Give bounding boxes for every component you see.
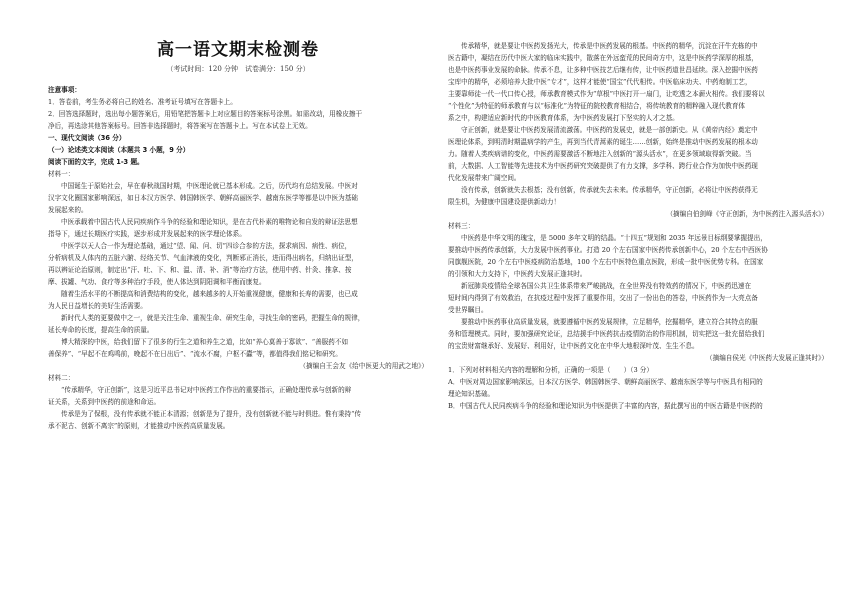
text-line: 博大精深的中医，给我们留下了很多的行生之道和养生之道，比如“养心莫善于寡欲”、“善服药不如 <box>61 338 349 346</box>
text-line: 中医学以天人合一作为理论基础，通过“望、闻、问、切”四诊合参的方法，探求病因、病性、病位， <box>61 242 352 250</box>
text-line: 汉字文化圈国家影响深远，如日本汉方医学、韩国韩医学、朝鲜高丽医学、越南东医学等都是以中医为基础 <box>48 194 358 202</box>
text-line: （摘编自王会友《给中医更大的用武之地》） <box>299 362 428 370</box>
text-line: 注意事项： <box>48 86 81 94</box>
text-line: 同旗舰医院，20 个左右中医疫病防治基地，100 个左右中医特色重点医院，形成一批中医优势专科。在国家 <box>448 258 764 266</box>
text-line: 务和管理模式。同时，要加强研究论证，总结援手中医药抗击疫情防治的作用机制，切实把这一批充留给我们 <box>448 330 765 338</box>
text-line: 发展起来的。 <box>48 206 88 214</box>
right-column-text <box>448 40 828 412</box>
text-line: 净后，再选涂其他答案标号。回答非选择题时，将答案写在答题卡上。写在本试卷上无效。 <box>48 122 312 130</box>
text-line: 新冠肺炎疫情给全球各国公共卫生体系带来严峻挑战，在全世界没有特效药的情况下，中医药迅速在 <box>461 282 752 290</box>
text-line: 没有传承，创新就失去根基；没有创新，传承就失去未来。传承精华，守正创新，必将让中医药获得无 <box>461 186 758 194</box>
text-line: A．中医对周边国家影响深远，日本汉方医学、韩国韩医学、朝鲜高丽医学、越南东医学等与中医具有相同的 <box>448 378 763 386</box>
text-line: 阅读下面的文字，完成 1-3 题。 <box>48 158 144 166</box>
text-line: 短时间内得到了有效救治，在抗疫过程中发挥了重要作用，交出了一份出色的答卷，中医药作为一大亮点备 <box>448 294 758 302</box>
text-line: 再以辨证论治原则，制定出“汗、吐、下、和、温、清、补、消”等治疗方法，使用中药、针灸、推拿、按 <box>48 266 352 274</box>
text-line: 一、现代文阅读（36 分） <box>48 134 126 142</box>
text-line: 的宝贵财富继承好、发展好、利用好，让中医药文化在中华大地根深叶茂、生生不息。 <box>448 342 699 350</box>
text-line: 前，大数据、人工智能等先进技术为中医药研究突破提供了有力支撑，多学科、跨行业合作为加快中医药现 <box>448 162 758 170</box>
text-line: 宝库中的精华，必须培养大批中医“专才”，这样才能使“国宝”代代相传。中医临床功夫、中药炮制工艺， <box>448 78 752 86</box>
text-line: （摘编自侯光《中医药大发展正逢其时》） <box>706 354 828 362</box>
text-line: 随着生活水平的不断提高和消费结构的变化，越来越多的人开始重视健康，健康和长寿的需要，也已成 <box>61 290 358 298</box>
text-line: 2．回答选择题时，选出每小题答案后，用铅笔把答题卡上对应题目的答案标号涂黑。如需改动，用橡皮擦干 <box>48 110 363 118</box>
text-line: 善保养”、“早起不在鸡鸣前，晚起不在日出后”、“流水不腐，户枢不蠹”等，都值得我们铭记和研究。 <box>48 350 342 358</box>
text-line: 延长寿命的长度，提高生命的质量。 <box>48 326 154 334</box>
text-line: B．中国古代人民同疾病斗争的经验和理论知识为中医提供了丰富的内容，据此撰写出的中医古籍是中医药的 <box>448 402 763 410</box>
text-line: 分析病机及人体内的五脏六腑、经络关节、气血津液的变化，判断邪正消长，进而得出病名，归纳出证型， <box>48 254 358 262</box>
text-line: 代化发展带来广阔空间。 <box>448 174 521 182</box>
text-line: 限生机，为健康中国建设提供新动力！ <box>448 198 561 206</box>
text-line: 传承是为了保根，没有传承就不能正本清源；创新是为了提升，没有创新就不能与时俱进。惟有秉持“传 <box>61 410 362 418</box>
text-line: 材料一： <box>48 170 75 178</box>
text-line: 要推动中医药事业高质量发展，就要遵循中医药发展规律，立足精华，挖掘精华，建立符合其特点的服 <box>461 318 758 326</box>
text-line: 为人民日益增长的美好生活需要。 <box>48 302 147 310</box>
text-line: 系之中，构建适应新时代的中医教育体系，为中医药发展打下坚实的人才之基。 <box>448 114 679 122</box>
text-line: 也是中医药事业发展的命脉。传承不息，让多种中医技艺后继有传，让中医药道世昌延续。深入挖掘中医药 <box>448 66 758 74</box>
text-line: “传承精华，守正创新”，这是习近平总书记对中医药工作作出的重要指示，正确处理传承与创新的辩 <box>61 386 352 394</box>
right-column <box>448 0 828 608</box>
text-line: 医理论体系，到明清时期温病学的产生，再到当代青蒿素的诞生……创新，始终是推动中医药发展的根本动 <box>448 138 758 146</box>
left-column-text <box>48 84 428 432</box>
text-line: 证关系，关系到中医药的前途和命运。 <box>48 398 161 406</box>
exam-subtitle: （考试时间：120 分钟 试卷满分：150 分） <box>166 65 310 73</box>
text-line: 中医承载着中国古代人民同疾病作斗争的经验和理论知识，是在古代朴素的唯物论和自发的辩证法思想 <box>61 218 358 226</box>
left-column <box>48 0 428 608</box>
text-line: 中国诞生于原始社会，早在春秋战国时期，中医理论就已基本形成。之后，历代均有总结发展。中医对 <box>61 182 358 190</box>
text-line: 传承精华，就是要让中医药发扬光大，传承是中医药发展的根基。中医药的精华，沉淀在汗牛充栋的中 <box>461 42 758 50</box>
text-line: 指导下，通过长期医疗实践，逐步形成并发展起来的医学理论体系。 <box>48 230 246 238</box>
text-line: 主要靠师徒一代一代口传心授，师承教育模式作为“草根”中医打开一扇门，让吃透之本薪火相传。我们要将以 <box>448 90 765 98</box>
text-line: 摩、拔罐、气功、食疗等多种治疗手段，使人体达到阴阳调和平衡而康复。 <box>48 278 266 286</box>
text-line: 1．答卷前，考生务必将自己的姓名、准考证号填写在答题卡上。 <box>48 98 237 106</box>
text-line: 中医药是中华文明的瑰宝，是 5000 多年文明的结晶。“十四五”规划和 2035 年远景目标纲要掌握提出， <box>461 234 767 242</box>
text-line: “个性化”为特征的师承教育与以“标准化”为特征的院校教育相结合，将传统教育的精粹融入现代教育体 <box>448 102 746 110</box>
text-line: 承不泥古、创新不离宗”的原则，才能推动中医药高质量发展。 <box>48 422 230 430</box>
exam-title: 高一语文期末检测卷 <box>157 40 319 60</box>
text-line: 1．下列对材料相关内容的理解和分析，正确的一项是（ ）（3 分） <box>448 366 653 374</box>
text-line: 的引领和大力支持下，中医药大发展正逢其时。 <box>448 270 587 278</box>
text-line: 新时代人类的更要做中之一，就是关注生命、重视生命、研究生命，寻找生命的密码，把握生命的规律， <box>61 314 365 322</box>
text-line: 守正创新，就是要让中医药发展清流激荡。中医药的发展史，就是一部创新史。从《黄帝内经》奠定中 <box>461 126 758 134</box>
text-line: 受世界瞩目。 <box>448 306 488 314</box>
text-line: 材料三： <box>448 222 475 230</box>
text-line: 要推动中医药传承创新，大力发展中医药事业。打造 20 个左右国家中医药传承创新中心，20 个左右中西医协 <box>448 246 768 254</box>
text-line: 材料二： <box>48 374 75 382</box>
text-line: （一）论述类文本阅读（本题共 3 小题，9 分） <box>48 146 190 154</box>
text-line: （摘编自伯剑峰《守正创新，为中医药注入源头活水》） <box>666 210 828 218</box>
text-line: 医古籍中，凝结在历代中医大家的临床实践中，散落在外远蛮荒的民间奇方中，这是中医药学深厚的根基， <box>448 54 758 62</box>
text-line: 力。随着人类疾病谱的变化，中医药需要激活不断地注入创新的“源头活水”，在更多领域取得新突破。当 <box>448 150 752 158</box>
text-line: 理论知识基础。 <box>448 390 495 398</box>
